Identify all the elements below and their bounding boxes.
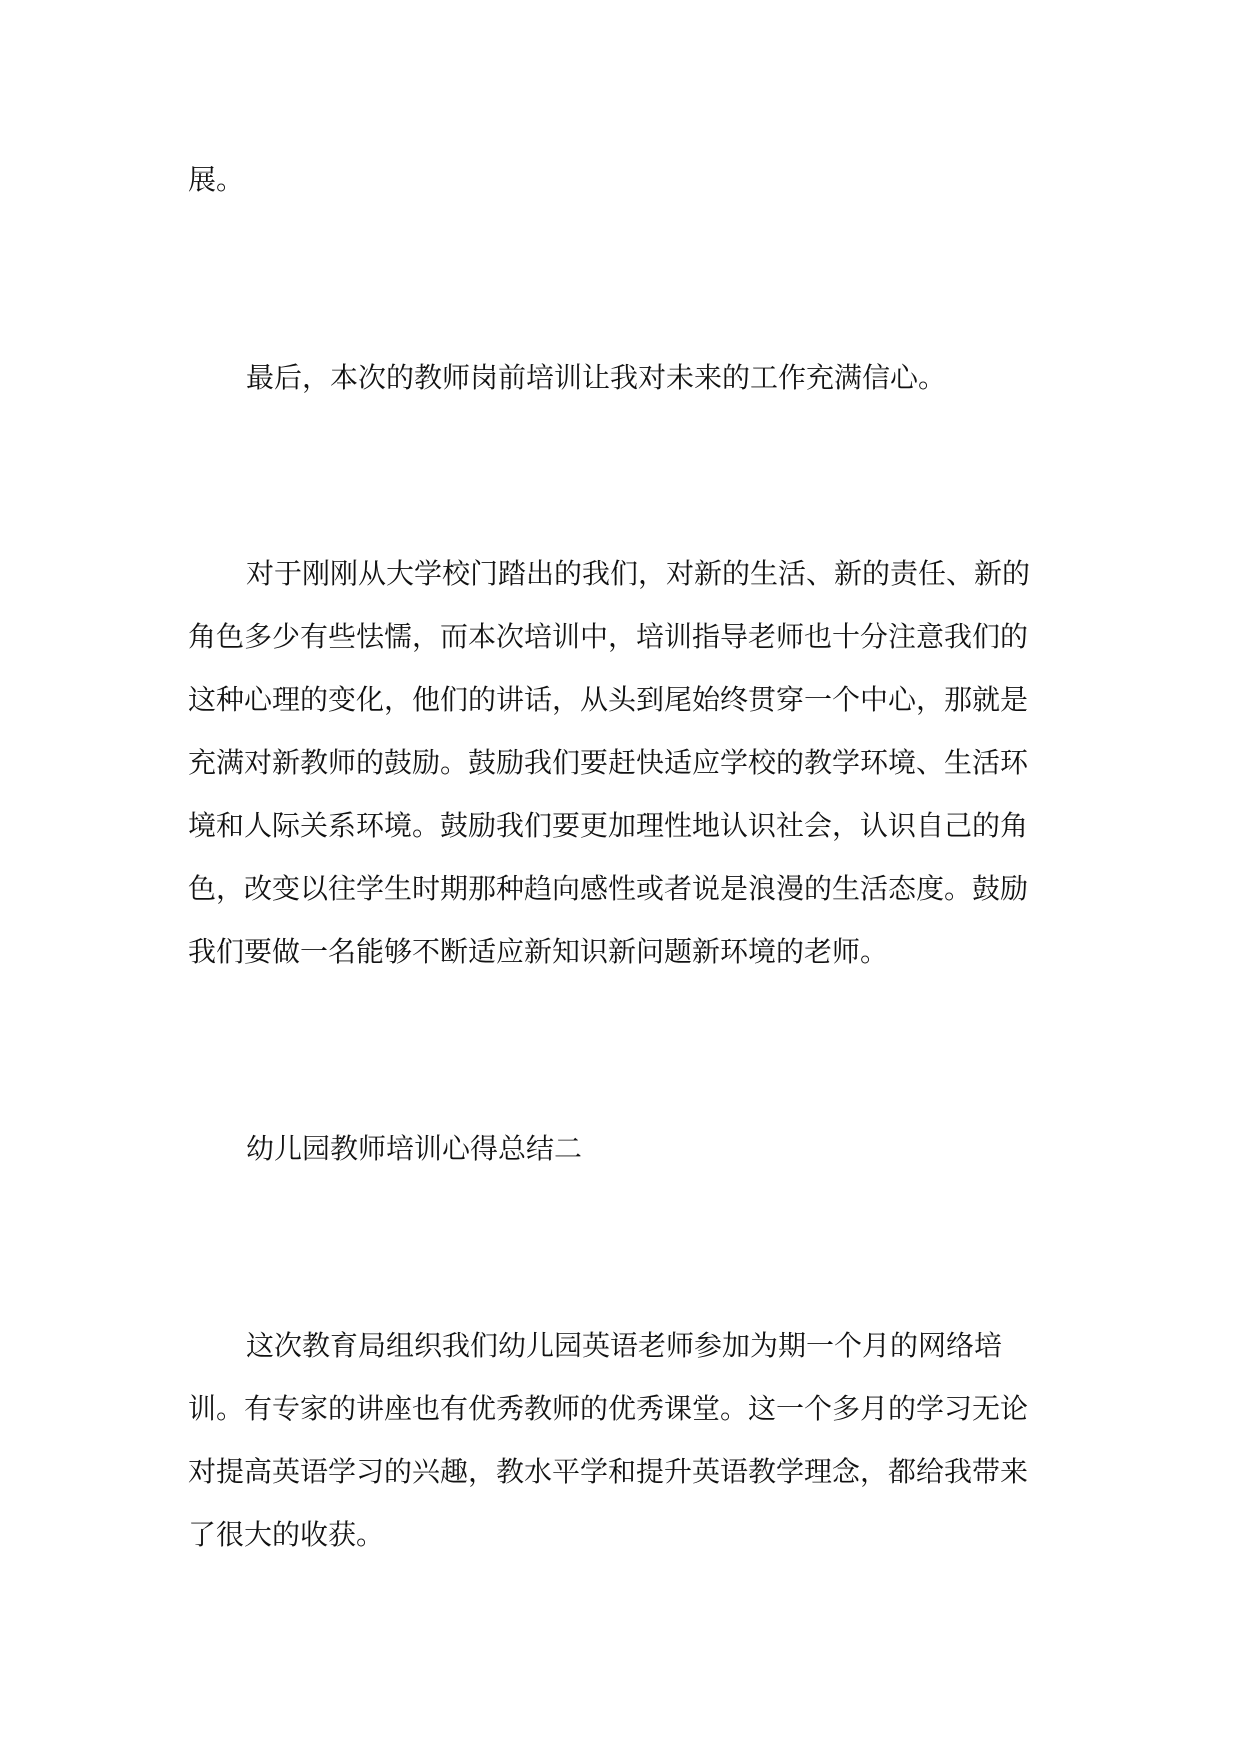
text-line: 角色多少有些怯懦，而本次培训中，培训指导老师也十分注意我们的 (188, 620, 1029, 653)
text-line: 充满对新教师的鼓励。鼓励我们要赶快适应学校的教学环境、生活环 (188, 746, 1029, 779)
text-line: 我们要做一名能够不断适应新知识新问题新环境的老师。 (188, 935, 889, 968)
text-line: 了很大的收获。 (188, 1518, 385, 1551)
section-heading: 幼儿园教师培训心得总结二 (246, 1132, 583, 1165)
text-line: 训。有专家的讲座也有优秀教师的优秀课堂。这一个多月的学习无论 (188, 1392, 1029, 1425)
text-line: 境和人际关系环境。鼓励我们要更加理性地认识社会，认识自己的角 (188, 809, 1029, 842)
text-line: 展。 (188, 163, 245, 196)
text-line: 色，改变以往学生时期那种趋向感性或者说是浪漫的生活态度。鼓励 (188, 872, 1029, 905)
text-line: 这次教育局组织我们幼儿园英语老师参加为期一个月的网络培 (246, 1329, 1003, 1362)
text-line: 这种心理的变化，他们的讲话，从头到尾始终贯穿一个中心，那就是 (188, 683, 1029, 716)
text-line: 最后，本次的教师岗前培训让我对未来的工作充满信心。 (246, 361, 947, 394)
text-line: 对提高英语学习的兴趣，教水平学和提升英语教学理念，都给我带来 (188, 1455, 1029, 1488)
text-line: 对于刚刚从大学校门踏出的我们，对新的生活、新的责任、新的 (246, 557, 1031, 590)
